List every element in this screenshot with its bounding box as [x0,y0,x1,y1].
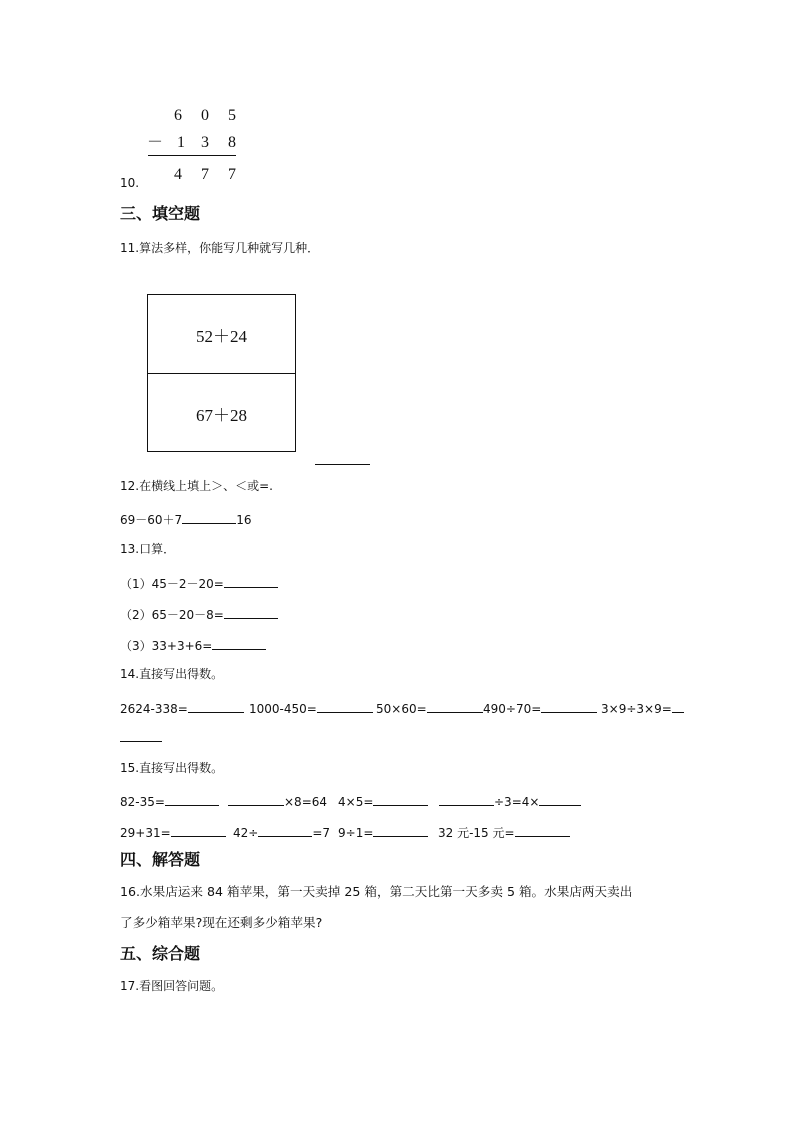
q15-row2-item-2-expression-a: 42÷ [233,826,259,840]
q10-top-digit-3: 5 [228,107,236,124]
q13-item-3-expression: （3）33+3+6= [120,639,213,653]
q15-row1-item-4-expression: ÷3=4× [494,795,540,809]
q10-top-digit-1: 6 [174,107,182,124]
q15-row2-item-4-expression: 32 元-15 元= [438,826,515,840]
q11-question: 11.算法多样，你能写几种就写几种． [120,241,320,255]
q15-row1-item-2-blank[interactable] [228,793,284,806]
q14-item-3-blank[interactable] [427,700,483,713]
q14-item-5-blank-b[interactable] [120,741,162,742]
q15-row1-item-1 [120,793,219,808]
q11-expression-box [147,294,296,452]
q15-row2-item-2-blank[interactable] [258,824,312,837]
q15-row1-item-2 [228,793,327,808]
q15-row1-item-4-blank-b[interactable] [539,793,581,806]
q15-row1-item-3 [338,793,428,808]
q10-top-digit-2: 0 [201,107,209,124]
q15-row1-item-4 [439,793,581,808]
q10-result-digit-2: 7 [201,166,209,183]
q15-row1-item-3-expression: 4×5= [338,795,374,809]
section-3-title: 三、填空题 [120,204,201,223]
q15-row2-item-4-blank[interactable] [515,824,570,837]
q12-expression: 69－60＋7 [120,513,183,527]
q14-item-5-blank-a[interactable] [672,700,684,713]
q13-item-2 [120,606,278,621]
q13-item-3-blank[interactable] [212,637,266,650]
q15-row2-item-2 [233,824,330,839]
q17-question: 17.看图回答问题。 [120,979,224,993]
q15-row1-item-1-expression: 82-35= [120,795,165,809]
q14-item-2-expression: 1000-450= [249,702,317,716]
q15-row2-item-1 [120,824,226,839]
q14-item-3 [376,700,483,715]
q15-row2-item-3 [338,824,428,839]
q15-row1-item-3-blank[interactable] [373,793,428,806]
q15-row1-item-1-blank[interactable] [165,793,219,806]
q14-item-4-expression: 490÷70= [483,702,542,716]
q15-row2-item-1-blank[interactable] [171,824,226,837]
q14-item-2 [249,700,373,715]
q14-item-4-blank[interactable] [541,700,597,713]
q10-sub-digit-3: 8 [228,134,236,151]
q10-result-digit-3: 7 [228,166,236,183]
q11-expression-bottom: 67＋28 [196,405,247,425]
q16-question-line-2: 了多少箱苹果?现在还剩多少箱苹果? [120,915,323,930]
q10-result-line [148,155,236,156]
q11-box-bottom-cell [148,374,295,452]
q12-right-value: 16 [236,513,252,527]
q12-comparison [120,511,251,526]
q13-item-1-blank[interactable] [224,575,278,588]
q14-item-2-blank[interactable] [317,700,373,713]
q13-item-1-expression: （1）45－2－20= [120,577,224,591]
q12-question: 12.在横线上填上＞、＜或=. [120,479,273,493]
q10-number: 10. [120,176,140,190]
q16-question-line-1: 16.水果店运来 84 箱苹果，第一天卖掉 25 箱，第二天比第一天多卖 5 箱。水果店两天卖出 [120,884,633,899]
q15-row2-item-1-expression: 29+31= [120,826,171,840]
q13-item-3 [120,637,266,652]
q10-minus-sign: － [147,134,164,151]
q14-item-4 [483,700,597,715]
q14-question: 14.直接写出得数。 [120,667,224,681]
q14-item-5 [601,700,684,715]
q15-row2-item-4 [438,824,570,839]
section-4-title: 四、解答题 [120,850,201,869]
q15-row2-item-2-expression-b: =7 [312,826,331,840]
q15-row1-item-4-blank-a[interactable] [439,793,494,806]
q15-row1-item-2-expression: ×8=64 [284,795,328,809]
q11-expression-top: 52＋24 [196,327,247,346]
q13-item-2-expression: （2）65－20－8= [120,608,224,622]
q15-row2-item-3-blank[interactable] [373,824,428,837]
q12-answer-blank[interactable] [182,511,236,524]
q14-item-5-expression: 3×9÷3×9= [601,702,672,716]
q14-item-1-blank[interactable] [188,700,244,713]
q11-box-top-cell [148,295,295,374]
q10-sub-digit-2: 3 [201,134,209,151]
q11-answer-blank[interactable] [315,464,370,465]
q14-item-1-expression: 2624-338= [120,702,188,716]
q10-result-digit-1: 4 [174,166,182,183]
q14-item-3-expression: 50×60= [376,702,427,716]
q13-question: 13.口算． [120,542,176,556]
q13-item-1 [120,575,278,590]
q15-question: 15.直接写出得数。 [120,761,224,775]
section-5-title: 五、综合题 [120,944,201,963]
q14-item-1 [120,700,244,715]
q13-item-2-blank[interactable] [224,606,278,619]
q15-row2-item-3-expression: 9÷1= [338,826,374,840]
q10-sub-digit-1: 1 [177,134,185,151]
